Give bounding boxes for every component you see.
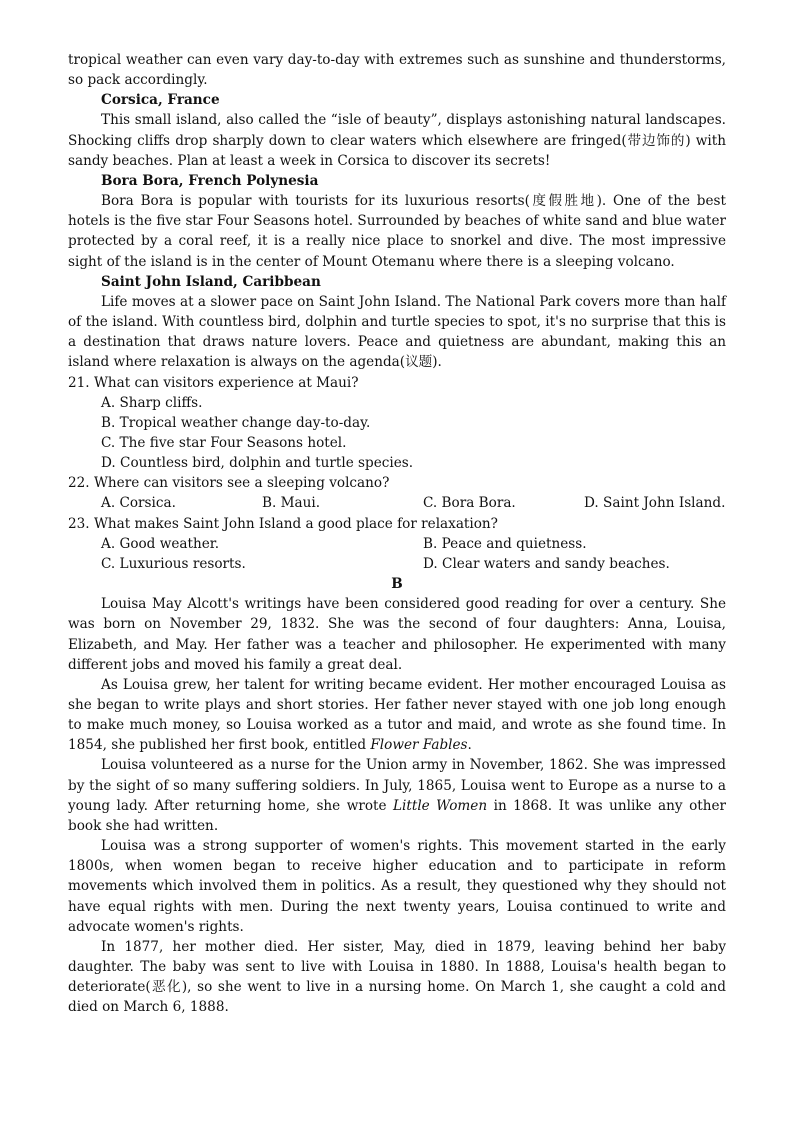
section-heading-bora-bora: Bora Bora, French Polynesia bbox=[101, 172, 319, 189]
passage-b-paragraph-3 bbox=[68, 755, 726, 836]
paragraph-2-text: As Louisa grew, her talent for writing became evident. Her mother encouraged Louisa as she began to write plays and short stories. Her father never stayed with one job long enough to make much money, so Louisa worked as a tutor and maid, and wrote as she found time. In 1854, she published her first book, entitled bbox=[68, 676, 726, 754]
question-23-options-row-1 bbox=[101, 534, 726, 554]
paragraph-3-end: in 1868. It was unlike any other book she had written. bbox=[68, 797, 727, 834]
section-text-bora-bora: Bora Bora is popular with tourists for its luxurious resorts(度假胜地). One of the best hotels is the five star Four Seasons hotel. Surrounded by beaches of white sand and blue water protected by a coral reef, it is a really nice place to snorkel and dive. The most impressive sight of the island is in the center of Mount Otemanu where there is a sleeping volcano. bbox=[68, 193, 726, 270]
book-title-little-women: Little Women bbox=[393, 797, 488, 814]
question-21-option-c: C. The five star Four Seasons hotel. bbox=[101, 434, 347, 451]
passage-b-paragraph-4: Louisa was a strong supporter of women's rights. This movement started in the early 1800s, when women began to receive higher education and to participate in reform movements which involved them in politics. As a result, they questioned why they should not have equal rights with men. During the next twenty years, Louisa continued to write and advocate women's rights. bbox=[68, 838, 726, 935]
book-title-flower-fables: Flower Fables bbox=[370, 737, 468, 754]
passage-b-label: B bbox=[391, 576, 403, 593]
paragraph-3-text: Louisa volunteered as a nurse for the Union army in November, 1862. She was impressed by the sight of so many suffering soldiers. In July, 1865, Louisa went to Europe as a nurse to a young lady. After returning home, she wrote bbox=[68, 757, 726, 814]
section-heading-saint-john: Saint John Island, Caribbean bbox=[101, 273, 321, 290]
passage-b-paragraph-2 bbox=[68, 675, 726, 756]
question-21-option-a: A. Sharp cliffs. bbox=[101, 394, 203, 411]
question-23-stem: 23. What makes Saint John Island a good place for relaxation? bbox=[68, 515, 498, 532]
question-22-option-a: A. Corsica. bbox=[101, 495, 176, 512]
section-heading-corsica: Corsica, France bbox=[101, 92, 220, 109]
passage-b-paragraph-1: Louisa May Alcott's writings have been considered good reading for over a century. She was born on November 29, 1832. She was the second of four daughters: Anna, Louisa, Elizabeth, and May. Her father was a teacher and philosopher. He experimented with many different jobs and moved his family a great deal. bbox=[68, 596, 726, 673]
question-23-options-row-2 bbox=[101, 554, 726, 574]
question-23-option-d: D. Clear waters and sandy beaches. bbox=[423, 555, 670, 572]
question-21-option-d: D. Countless bird, dolphin and turtle species. bbox=[101, 455, 414, 472]
question-22-option-d: D. Saint John Island. bbox=[584, 495, 726, 512]
question-22-stem: 22. Where can visitors see a sleeping volcano? bbox=[68, 475, 390, 492]
question-23-option-a: A. Good weather. bbox=[101, 535, 220, 552]
question-21-stem: 21. What can visitors experience at Maui? bbox=[68, 374, 359, 391]
section-text-corsica: This small island, also called the “isle of beauty”, displays astonishing natural landscapes. Shocking cliffs drop sharply down to clear waters which elsewhere are fringed(带边饰的) with sandy beaches. Plan at least a week in Corsica to discover its secrets! bbox=[68, 112, 726, 169]
section-text-saint-john: Life moves at a slower pace on Saint John Island. The National Park covers more than half of the island. With countless bird, dolphin and turtle species to spot, it's no surprise that this is a destination that draws nature lovers. Peace and quietness are abundant, making this an island where relaxation is always on the agenda(议题). bbox=[68, 293, 726, 371]
question-23-option-b: B. Peace and quietness. bbox=[423, 535, 587, 552]
question-21-option-b: B. Tropical weather change day-to-day. bbox=[101, 414, 371, 431]
intro-continuation: tropical weather can even vary day-to-day with extremes such as sunshine and thunderstorms, so pack accordingly. bbox=[68, 52, 726, 89]
question-22-options bbox=[101, 493, 726, 513]
paragraph-2-end: . bbox=[467, 737, 472, 754]
question-22-option-c: C. Bora Bora. bbox=[423, 495, 516, 512]
question-23-option-c: C. Luxurious resorts. bbox=[101, 555, 246, 572]
question-22-option-b: B. Maui. bbox=[262, 495, 321, 512]
passage-b-paragraph-5: In 1877, her mother died. Her sister, May, died in 1879, leaving behind her baby daughter. The baby was sent to live with Louisa in 1880. In 1888, Louisa's health began to deteriorate(恶化), so she went to live in a nursing home. On March 1, she caught a cold and died on March 6, 1888. bbox=[68, 938, 726, 1016]
document-page bbox=[68, 50, 726, 1018]
